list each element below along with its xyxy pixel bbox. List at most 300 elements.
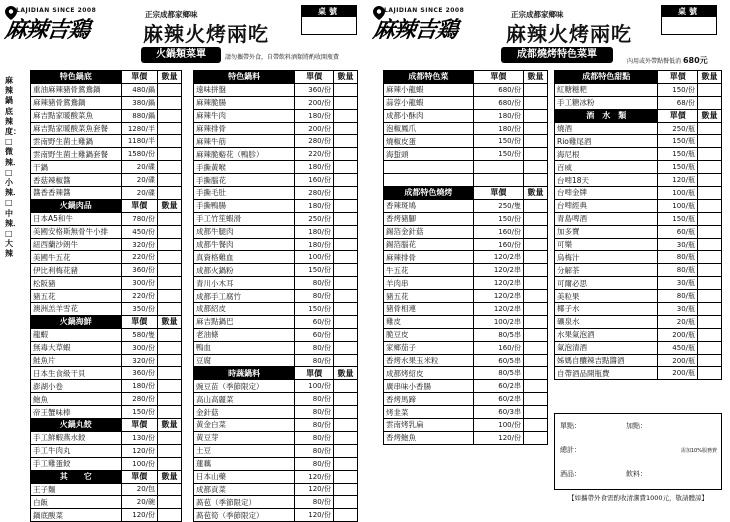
item-price: 80/份 (295, 496, 334, 509)
service-fee-note: 需加10%服務費 (680, 447, 717, 454)
item-price: 150/份 (473, 212, 523, 225)
item-name: 麻辣脆腸 (194, 96, 295, 109)
section-header (555, 109, 722, 122)
quantity-cell[interactable] (524, 328, 548, 341)
item-price: 100/份 (295, 380, 334, 393)
quantity-cell[interactable] (334, 135, 358, 148)
quantity-cell[interactable] (158, 225, 182, 238)
quantity-cell[interactable] (524, 393, 548, 406)
section-title: 成都特色菜 (384, 71, 474, 84)
price-header: 單價 (295, 71, 334, 84)
item-price: 80/瓶 (658, 290, 698, 303)
menu-item-row (194, 470, 358, 483)
section-header (194, 367, 358, 380)
item-name: 青川小木耳 (194, 277, 295, 290)
quantity-cell[interactable] (334, 470, 358, 483)
quantity-cell[interactable] (698, 328, 722, 341)
drink-label: 飲料 (626, 470, 640, 478)
quantity-cell[interactable] (334, 393, 358, 406)
menu-item-row (194, 122, 358, 135)
quantity-cell[interactable] (698, 277, 722, 290)
quantity-cell[interactable] (524, 354, 548, 367)
item-price: 200/瓶 (658, 328, 698, 341)
item-name: 美粒果 (555, 290, 658, 303)
quantity-cell[interactable] (524, 303, 548, 316)
item-name: 無毒大草蝦 (31, 341, 122, 354)
menu-item-row (555, 303, 722, 316)
brand-logo (3, 3, 143, 47)
quantity-cell[interactable] (698, 290, 722, 303)
menu-item-row (194, 457, 358, 470)
section-title: 特色鍋料 (194, 71, 295, 84)
quantity-cell[interactable] (158, 96, 182, 109)
page-title: 麻辣火烤兩吃 (143, 22, 269, 46)
quantity-cell[interactable] (698, 354, 722, 367)
menu-item-row (555, 135, 722, 148)
menu-item-row (31, 251, 182, 264)
item-price: 120/2串 (473, 303, 523, 316)
quantity-cell[interactable] (698, 96, 722, 109)
item-name: 萵苞筍（季節限定） (194, 509, 295, 522)
menu-item-row (31, 212, 182, 225)
item-name: 蒜蓉小龍蝦 (384, 96, 474, 109)
item-name: 鴨血 (194, 341, 295, 354)
menu-item-row (194, 315, 358, 328)
quantity-cell[interactable] (158, 122, 182, 135)
quantity-cell[interactable] (698, 251, 722, 264)
menu-item-row (194, 148, 358, 161)
item-name: 雞皮 (384, 315, 474, 328)
quantity-cell[interactable] (334, 290, 358, 303)
table-number-box[interactable] (301, 5, 357, 35)
quantity-cell[interactable] (334, 354, 358, 367)
item-name: 土豆 (194, 444, 295, 457)
quantity-cell[interactable] (158, 393, 182, 406)
menu-item-row (194, 199, 358, 212)
quantity-cell[interactable] (158, 290, 182, 303)
item-price: 150/瓶 (658, 212, 698, 225)
quantity-cell[interactable] (524, 225, 548, 238)
item-price: 60/2串 (473, 380, 523, 393)
menu-item-row (194, 496, 358, 509)
quantity-cell[interactable] (334, 109, 358, 122)
quantity-cell[interactable] (334, 264, 358, 277)
item-name: 手撕毛肚 (194, 187, 295, 200)
item-price: 80/份 (295, 341, 334, 354)
quantity-cell[interactable] (334, 496, 358, 509)
item-name: 豆腐 (194, 354, 295, 367)
spice-level-selector[interactable]: 麻辣鍋底辣度：□微辣．□小辣．□中辣．□大辣 (5, 76, 21, 259)
item-name: 可爾必思 (555, 277, 658, 290)
item-name: 麻辣豬骨鴛鴦鍋 (31, 96, 122, 109)
item-name: 白飯 (31, 496, 122, 509)
quantity-cell[interactable] (698, 225, 722, 238)
item-price: 68/份 (658, 96, 698, 109)
quantity-cell[interactable] (334, 174, 358, 187)
item-price: 80/瓶 (658, 251, 698, 264)
quantity-cell[interactable] (334, 303, 358, 316)
quantity-cell[interactable] (158, 264, 182, 277)
item-price: 360/份 (121, 367, 157, 380)
quantity-cell[interactable] (334, 444, 358, 457)
quantity-cell[interactable] (334, 187, 358, 200)
quantity-cell[interactable] (334, 122, 358, 135)
menu-item-row (555, 277, 722, 290)
menu-item-row (31, 457, 182, 470)
item-price: 360/份 (295, 83, 334, 96)
quantity-cell[interactable] (334, 483, 358, 496)
item-name: 雲南烤乳扁 (384, 419, 474, 432)
min-charge-note (627, 55, 708, 66)
item-name: 礦泉水 (555, 315, 658, 328)
item-name: 紅糖糍粑 (555, 83, 658, 96)
quantity-cell[interactable] (158, 483, 182, 496)
quantity-cell[interactable] (334, 83, 358, 96)
menu-item-row (31, 174, 182, 187)
menu-item-row (194, 290, 358, 303)
item-name: 麻辣排骨 (194, 122, 295, 135)
item-name: 雲南野生菌土雞鍋 (31, 135, 122, 148)
quantity-cell[interactable] (698, 238, 722, 251)
item-name: 氣泡清酒 (555, 341, 658, 354)
quantity-cell[interactable] (524, 431, 548, 444)
item-price: 120/2串 (473, 264, 523, 277)
item-name: 水果氣泡酒 (555, 328, 658, 341)
quantity-cell[interactable] (698, 367, 722, 380)
drinks-table (554, 70, 722, 380)
quantity-cell[interactable] (334, 457, 358, 470)
item-name: 遠味拼盤 (194, 83, 295, 96)
quantity-cell[interactable] (698, 212, 722, 225)
quantity-cell[interactable] (698, 83, 722, 96)
quantity-cell[interactable] (334, 238, 358, 251)
quantity-cell[interactable] (334, 380, 358, 393)
menu-item-row (555, 341, 722, 354)
quantity-cell[interactable] (524, 264, 548, 277)
item-price: 880/鍋 (121, 109, 157, 122)
item-price: 60/2串 (473, 393, 523, 406)
item-price: 180/份 (295, 199, 334, 212)
item-price: 180/份 (295, 225, 334, 238)
qty-header: 數量 (158, 315, 182, 328)
quantity-cell[interactable] (158, 431, 182, 444)
item-price: 80/瓶 (658, 264, 698, 277)
item-name: 香菇辣椒醬 (31, 174, 122, 187)
quantity-cell[interactable] (158, 303, 182, 316)
quantity-cell[interactable] (158, 457, 182, 470)
quantity-cell[interactable] (524, 419, 548, 432)
item-price: 250/份 (295, 212, 334, 225)
section-title: 成都特色甜點 (555, 71, 658, 84)
item-name: 香烤水果玉米粒 (384, 354, 474, 367)
item-name: 錫箔金針菇 (384, 225, 474, 238)
quantity-cell[interactable] (158, 212, 182, 225)
item-name: 醬香香辣醬 (31, 187, 122, 200)
menu-item-row (384, 277, 548, 290)
quantity-cell[interactable] (524, 277, 548, 290)
quantity-cell[interactable] (524, 290, 548, 303)
item-price: 30/瓶 (658, 277, 698, 290)
subtitle: 正宗成都家鄉味 (145, 10, 198, 19)
table-number-label: 桌號 (302, 6, 356, 17)
quantity-cell[interactable] (334, 341, 358, 354)
quantity-cell[interactable] (334, 225, 358, 238)
quantity-cell[interactable] (524, 251, 548, 264)
item-price: 20/碟 (121, 161, 157, 174)
menu-item-row (31, 380, 182, 393)
item-name: 日本A5和牛 (31, 212, 122, 225)
quantity-cell[interactable] (158, 238, 182, 251)
quantity-cell[interactable] (698, 122, 722, 135)
qty-header: 數量 (158, 470, 182, 483)
table-number-box[interactable] (661, 5, 717, 35)
quantity-cell[interactable] (524, 148, 548, 161)
menu-item-row (555, 212, 722, 225)
section-header (31, 315, 182, 328)
item-price: 780/份 (121, 212, 157, 225)
quantity-cell[interactable] (698, 161, 722, 174)
quantity-cell[interactable] (334, 212, 358, 225)
item-name: 豬五花 (384, 290, 474, 303)
item-name: 王子麵 (31, 483, 122, 496)
menu-item-row (384, 251, 548, 264)
quantity-cell[interactable] (524, 83, 548, 96)
menu-item-row (384, 238, 548, 251)
item-price: 580/隻 (121, 328, 157, 341)
item-price: 60/瓶 (658, 225, 698, 238)
menu-item-row (384, 199, 548, 212)
item-name: 自帶酒品開瓶費 (555, 367, 658, 380)
menu-item-row (31, 83, 182, 96)
quantity-cell[interactable] (524, 380, 548, 393)
item-price: 220/份 (121, 290, 157, 303)
item-name: 金針菇 (194, 406, 295, 419)
menu-item-row (31, 367, 182, 380)
menu-item-row (194, 483, 358, 496)
item-name: 分解茶 (555, 264, 658, 277)
quantity-cell[interactable] (524, 367, 548, 380)
order-row-2: 總計： 需加10%服務費 (560, 446, 717, 454)
item-name: 龍蝦 (31, 328, 122, 341)
item-name: 松阪豬 (31, 277, 122, 290)
item-name: 椰子水 (555, 303, 658, 316)
menu-item-row (384, 225, 548, 238)
quantity-cell[interactable] (524, 122, 548, 135)
quantity-cell[interactable] (334, 431, 358, 444)
menu-item-row (194, 135, 358, 148)
quantity-cell[interactable] (158, 509, 182, 522)
quantity-cell[interactable] (334, 277, 358, 290)
item-name: 麻辣牛肉 (194, 109, 295, 122)
quantity-cell[interactable] (158, 444, 182, 457)
quantity-cell[interactable] (158, 328, 182, 341)
footer-note: 【如攜帶外食需酌收清潔費1000元，敬請體諒】 (567, 494, 709, 502)
quantity-cell[interactable] (524, 238, 548, 251)
quantity-cell[interactable] (158, 187, 182, 200)
quantity-cell[interactable] (698, 148, 722, 161)
quantity-cell[interactable] (524, 341, 548, 354)
menu-item-row (555, 290, 722, 303)
item-price: 20/碗 (121, 496, 157, 509)
item-price: 250/瓶 (658, 122, 698, 135)
item-price: 180/份 (295, 161, 334, 174)
item-price: 150/份 (121, 406, 157, 419)
quantity-cell[interactable] (158, 109, 182, 122)
quantity-cell[interactable] (698, 174, 722, 187)
quantity-cell[interactable] (698, 135, 722, 148)
table-number-label: 桌號 (662, 6, 716, 17)
item-name: 豌豆苗（季節限定） (194, 380, 295, 393)
item-price: 1280/半 (121, 122, 157, 135)
brand-tagline: LAJIDIAN SINCE 2008 (16, 7, 97, 14)
item-price: 320/份 (121, 238, 157, 251)
quantity-cell[interactable] (698, 264, 722, 277)
quantity-cell[interactable] (524, 135, 548, 148)
item-name: 香辣斑鳩 (384, 199, 474, 212)
brand-name: 麻辣吉鶏 (371, 18, 459, 43)
quantity-cell[interactable] (524, 96, 548, 109)
quantity-cell[interactable] (334, 96, 358, 109)
quantity-cell[interactable] (334, 148, 358, 161)
hotpot-menu-page (3, 3, 359, 520)
quantity-cell[interactable] (524, 161, 548, 174)
section-header (31, 419, 182, 432)
menu-item-row (555, 199, 722, 212)
quantity-cell[interactable] (524, 199, 548, 212)
quantity-cell[interactable] (158, 161, 182, 174)
quantity-cell[interactable] (334, 199, 358, 212)
bbq-table-left (383, 70, 548, 445)
item-price: 480/鍋 (121, 83, 157, 96)
item-name: 麻吉點家暖酸菜魚 (31, 109, 122, 122)
item-price: 150/瓶 (658, 148, 698, 161)
quantity-cell[interactable] (158, 135, 182, 148)
menu-item-row (31, 277, 182, 290)
item-price: 150/份 (295, 264, 334, 277)
hotpot-table-right (193, 70, 358, 522)
quantity-cell[interactable] (158, 251, 182, 264)
quantity-cell[interactable] (524, 109, 548, 122)
quantity-cell[interactable] (158, 148, 182, 161)
menu-item-row (194, 161, 358, 174)
quantity-cell[interactable] (698, 315, 722, 328)
quantity-cell[interactable] (158, 496, 182, 509)
item-name: 手工竹笙蝦滑 (194, 212, 295, 225)
menu-item-row (31, 109, 182, 122)
quantity-cell[interactable] (158, 341, 182, 354)
price-header: 單價 (658, 109, 698, 122)
quantity-cell[interactable] (334, 419, 358, 432)
quantity-cell[interactable] (334, 161, 358, 174)
quantity-cell[interactable] (158, 354, 182, 367)
item-name: 鮭魚片 (31, 354, 122, 367)
quantity-cell[interactable] (524, 212, 548, 225)
quantity-cell[interactable] (158, 277, 182, 290)
quantity-cell[interactable] (524, 406, 548, 419)
menu-item-row (555, 315, 722, 328)
quantity-cell[interactable] (524, 174, 548, 187)
item-name: 青島啤酒 (555, 212, 658, 225)
item-price: 30/瓶 (658, 303, 698, 316)
menu-item-row (194, 354, 358, 367)
section-header (384, 71, 548, 84)
item-name: 黃金白菜 (194, 419, 295, 432)
qty-header: 數量 (698, 71, 722, 84)
quantity-cell[interactable] (334, 509, 358, 522)
item-name: 麻辣牛筋 (194, 135, 295, 148)
quantity-cell[interactable] (524, 315, 548, 328)
price-header: 單價 (658, 71, 698, 84)
menu-item-row (194, 431, 358, 444)
menu-item-row (31, 431, 182, 444)
order-summary-box[interactable] (554, 413, 722, 490)
item-price: 120/份 (295, 509, 334, 522)
item-name (384, 161, 474, 174)
menu-item-row (194, 225, 358, 238)
quantity-cell[interactable] (698, 187, 722, 200)
price-header: 單價 (295, 367, 334, 380)
item-price: 280/份 (295, 187, 334, 200)
menu-item-row (194, 264, 358, 277)
item-price: 180/份 (473, 109, 523, 122)
price-header: 單價 (473, 71, 523, 84)
item-name: 澎湖小卷 (31, 380, 122, 393)
quantity-cell[interactable] (334, 406, 358, 419)
item-name: 可樂 (555, 238, 658, 251)
quantity-cell[interactable] (698, 303, 722, 316)
quantity-cell[interactable] (698, 199, 722, 212)
menu-item-row (31, 290, 182, 303)
item-price: 100/2串 (473, 315, 523, 328)
item-price: 80/份 (295, 419, 334, 432)
menu-item-row (194, 83, 358, 96)
item-name: 台啤金牌 (555, 187, 658, 200)
item-price: 80/份 (295, 354, 334, 367)
hotpot-ribbon: 火鍋類菜單 (141, 47, 221, 63)
menu-item-row (384, 83, 548, 96)
quantity-cell[interactable] (334, 328, 358, 341)
quantity-cell[interactable] (334, 315, 358, 328)
bbq-menu-page (371, 3, 727, 510)
item-name: 紐西蘭沙朗牛 (31, 238, 122, 251)
quantity-cell[interactable] (698, 341, 722, 354)
quantity-cell[interactable] (158, 83, 182, 96)
item-name: 廣串味小香腸 (384, 380, 474, 393)
menu-item-row (555, 174, 722, 187)
menu-item-row (555, 83, 722, 96)
item-price: 120/瓶 (658, 174, 698, 187)
total-label: 總計 (560, 446, 574, 454)
item-price: 80/份 (295, 457, 334, 470)
quantity-cell[interactable] (158, 380, 182, 393)
menu-item-row (31, 264, 182, 277)
quantity-cell[interactable] (334, 251, 358, 264)
menu-item-row (555, 161, 722, 174)
order-row-3: 酒品 ： 飲料 ： (560, 470, 647, 478)
menu-item-row (194, 96, 358, 109)
item-name: 鮑魚 (31, 393, 122, 406)
item-name: 手工雞蛋餃 (31, 457, 122, 470)
item-price (473, 161, 523, 174)
quantity-cell[interactable] (158, 406, 182, 419)
quantity-cell[interactable] (158, 367, 182, 380)
menu-item-row (31, 303, 182, 316)
item-name: 手撕腦花 (194, 174, 295, 187)
quantity-cell[interactable] (158, 174, 182, 187)
section-title: 火鍋海鮮 (31, 315, 122, 328)
item-price: 150/份 (473, 135, 523, 148)
item-name: 成都小酥肉 (384, 109, 474, 122)
